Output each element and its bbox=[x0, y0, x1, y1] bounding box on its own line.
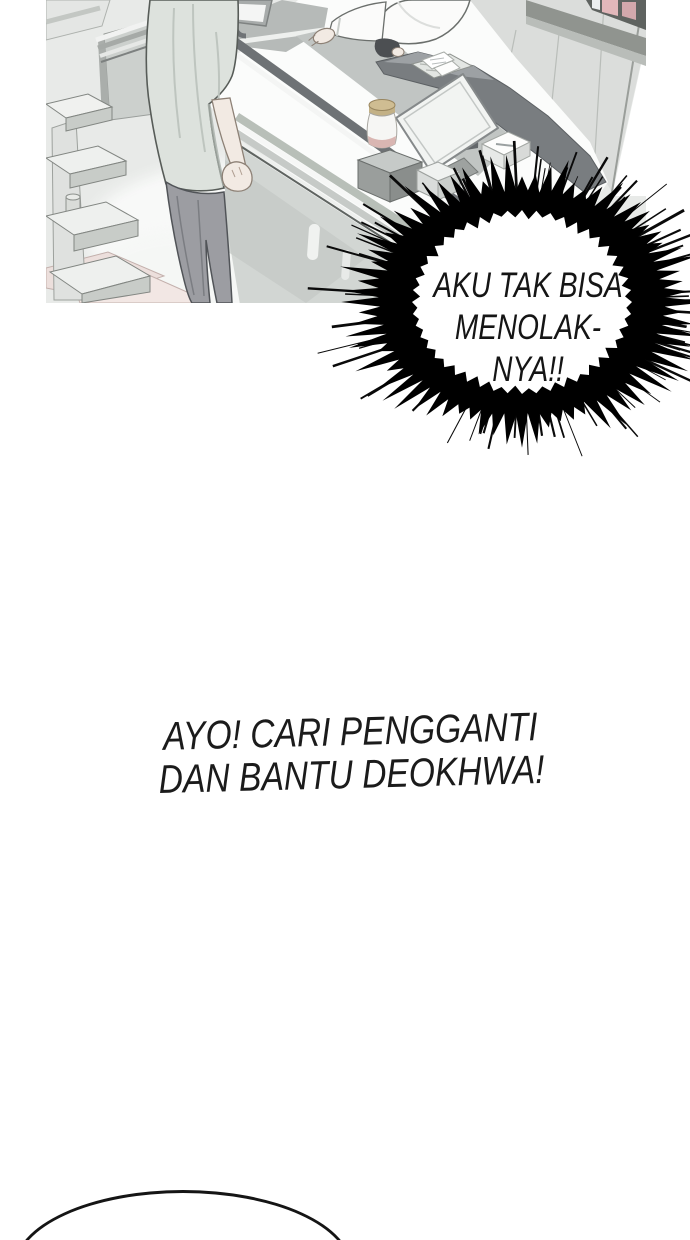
floating-dialogue bbox=[157, 706, 545, 802]
shout-text bbox=[433, 265, 622, 391]
shout-line: MENOLAK- bbox=[454, 308, 602, 347]
dialogue-line: AYO! CARI PENGGANTI bbox=[162, 705, 539, 759]
jar bbox=[367, 100, 397, 149]
customer-fist bbox=[222, 162, 252, 191]
dialogue-line: DAN BANTU DEOKHWA! bbox=[158, 747, 545, 803]
speech-bubble-partial bbox=[14, 1190, 352, 1240]
shout-line: NYA!! bbox=[492, 350, 564, 389]
shout-line: AKU TAK BISA bbox=[433, 266, 623, 305]
